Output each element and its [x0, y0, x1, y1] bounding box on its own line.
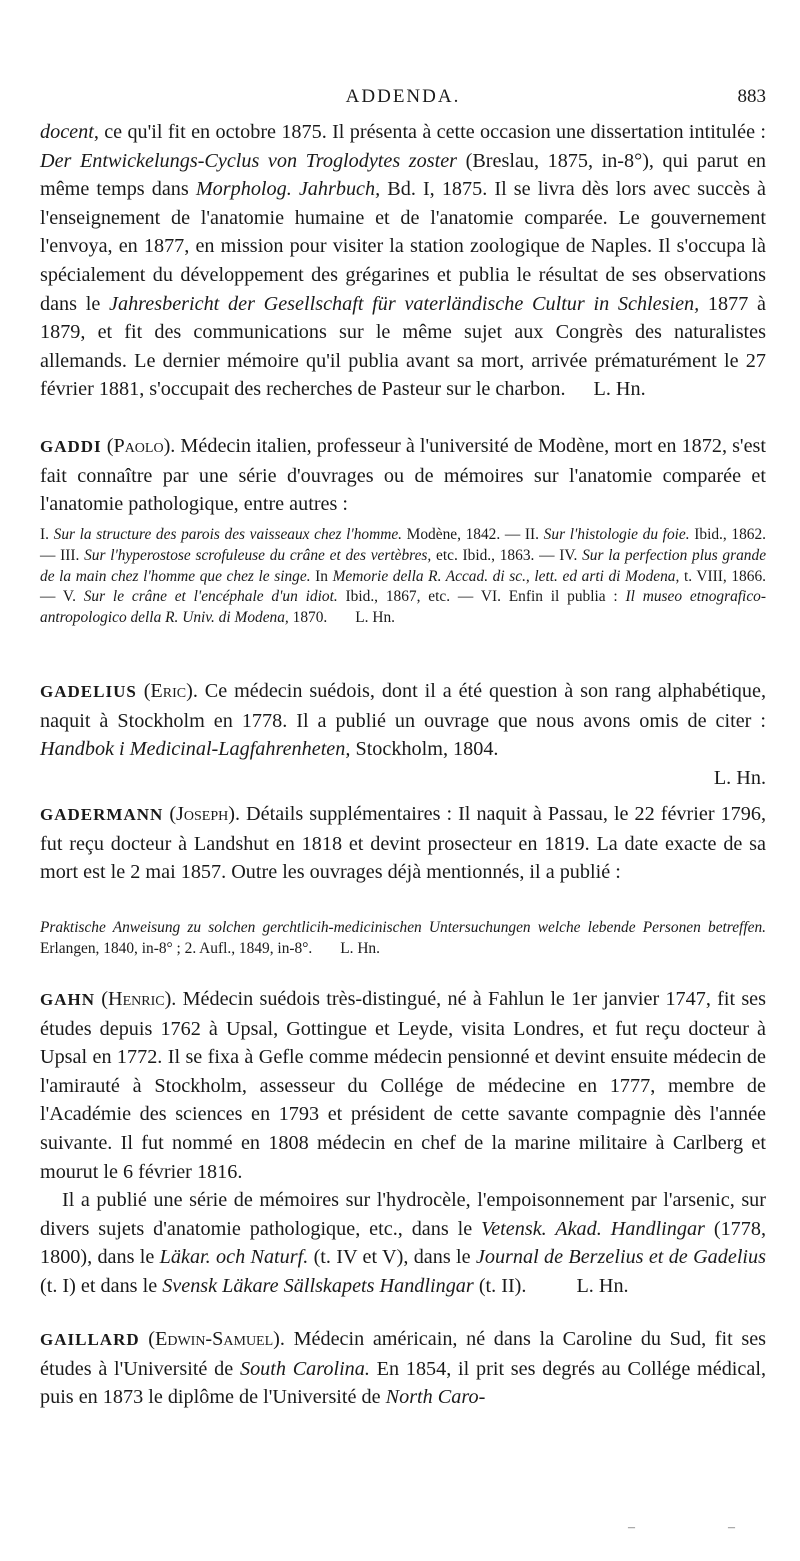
entry-headword: GADDI: [40, 437, 102, 456]
page-number: 883: [737, 86, 766, 107]
entry-given-name: (Joseph).: [169, 803, 241, 825]
entry-gaillard: GAILLARD (Edwin-Samuel). Médecin américain, né dans la Caroline du Sud, fit ses études à l'Université de South Carolina. En 1854, il prit ses degrés au Collége médical, puis en 1873 le diplôme de l'Université de North Caro-: [40, 1328, 767, 1409]
entry-given-name: (Eric).: [143, 680, 198, 702]
entry-headword: GADERMANN: [40, 805, 164, 824]
entry-gadelius: GADELIUS (Eric). Ce médecin suédois, dont il a été question à son rang alphabétique, naquit à Stockholm en 1778. Il a publié un ouvrage que nous avons omis de citer : Handbok i Medicinal-Lagfahrenheten, Stockholm, 1804. L. Hn.: [40, 680, 766, 789]
author-signature: L. Hn.: [713, 766, 766, 789]
works-list-gadermann: Praktische Anweisung zu solchen gerchtlicih-medicinischen Untersuchungen welche lebende Personen betreffen. Erlangen, 1840, in-8° ; 2. Aufl., 1849, in-8°. L. Hn.: [40, 918, 766, 960]
page-header: [40, 86, 766, 112]
entry-headword: GAHN: [40, 990, 95, 1009]
running-title: ADDENDA.: [345, 86, 461, 107]
italic-text: Der Entwickelungs-Cyclus von Troglodytes zoster: [40, 149, 458, 172]
entry-headword: GADELIUS: [40, 682, 137, 701]
author-signature: L. Hn.: [593, 378, 646, 401]
entry-given-name: (Paolo).: [106, 435, 176, 457]
decorative-dash: –: [728, 1520, 735, 1535]
entry-gahn: GAHN (Henric). Médecin suédois très-distingué, né à Fahlun le 1er janvier 1747, fit ses études depuis 1762 à Upsal, Gottingue et Leyde, visita Londres, et fut reçu docteur à Upsal en 1772. Il se fixa à Gefle comme médecin pensionné et devint ensuite médecin de l'amirauté à Stockholm, assesseur du Collége de médecine en 1777, membre de l'Académie des sciences en 1793 et président de cette savante compagnie dès l'année suivante. Il fut nommé en 1808 médecin en chef de la marine militaire à Carlberg et mourut le 6 février 1816. Il a publié une série de mémoires sur l'hydrocèle, l'empoisonnement par l'arsenic, sur divers sujets d'anatomie pathologique, etc., dans le Vetensk. Akad. Handlingar (1778, 1800), dans le Läkar. och Naturf. (t. IV et V), dans le Journal de Berzelius et de Gadelius (t. I) et dans le Svensk Läkare Sällskapets Handlingar (t. II). L. Hn.: [40, 985, 766, 1301]
works-list-gaddi: I. Sur la structure des parois des vaisseaux chez l'homme. Modène, 1842. — II. Sur l'histologie du foie. Ibid., 1862. — III. Sur l'hyperostose scrofuleuse du crâne et des vertèbres, etc. Ibid., 1863. — IV. Sur la perfection plus grande de la main chez l'homme que chez le singe. In Memorie della R. Accad. di sc., lett. ed arti di Modena, t. VIII, 1866. — V. Sur le crâne et l'encéphale d'un idiot. Ibid., 1867, etc. — VI. Enfin il publia : Il museo etnografico-antropologico della R. Univ. di Modena, 1870. L. Hn.: [40, 525, 766, 629]
italic-text: Morpholog. Jahrbuch,: [195, 178, 381, 201]
continuation-paragraph: docent, ce qu'il fit en octobre 1875. Il présenta à cette occasion une dissertation intitulée : Der Entwickelungs-Cyclus von Troglodytes zoster (Breslau, 1875, in-8°), qui parut en même temps dans Morpholog. Jahrbuch, Bd. I, 1875. Il se livra dès lors avec succès à l'enseignement de l'anatomie humaine et de l'anatomie comparée. Le gouvernement l'envoya, en 1877, en mission pour visiter la station zoologique de Naples. Il s'occupa là spécialement du développement des grégarines et publia le résultat de ses observations dans le Jahresbericht der Gesellschaft für vaterländische Cultur in Schlesien, 1877 à 1879, et fit des communications sur le même sujet aux Congrès des naturalistes allemands. Le dernier mémoire qu'il publia avant sa mort, arrivée prématurément le 27 février 1881, s'occupait des recherches de Pasteur sur le charbon. L. Hn.: [40, 118, 766, 404]
entry-headword: GAILLARD: [40, 1330, 140, 1349]
italic-text: Jahresbericht der Gesellschaft für vaterländische Cultur in Schlesien,: [109, 292, 700, 315]
italic-text: docent: [40, 121, 94, 143]
entry-gadermann: GADERMANN (Joseph). Détails supplémentaires : Il naquit à Passau, le 22 février 1796, fut reçu docteur à Landshut en 1818 et devint prosecteur en 1819. La date exacte de sa mort est le 2 mai 1857. Outre les ouvrages déjà mentionnés, il a publié :: [40, 803, 766, 884]
decorative-dash: –: [628, 1520, 635, 1535]
entry-given-name: (Edwin-Samuel).: [148, 1328, 285, 1350]
author-signature: L. Hn.: [576, 1274, 629, 1297]
author-signature: L. Hn.: [355, 609, 396, 627]
entry-gaddi: GADDI (Paolo). Médecin italien, professeur à l'université de Modène, mort en 1872, s'est fait connaître par une série d'ouvrages ou de mémoires sur l'anatomie comparée et l'anatomie pathologique, entre autres :: [40, 435, 766, 516]
entry-given-name: (Henric).: [101, 988, 177, 1010]
author-signature: L. Hn.: [340, 939, 380, 957]
